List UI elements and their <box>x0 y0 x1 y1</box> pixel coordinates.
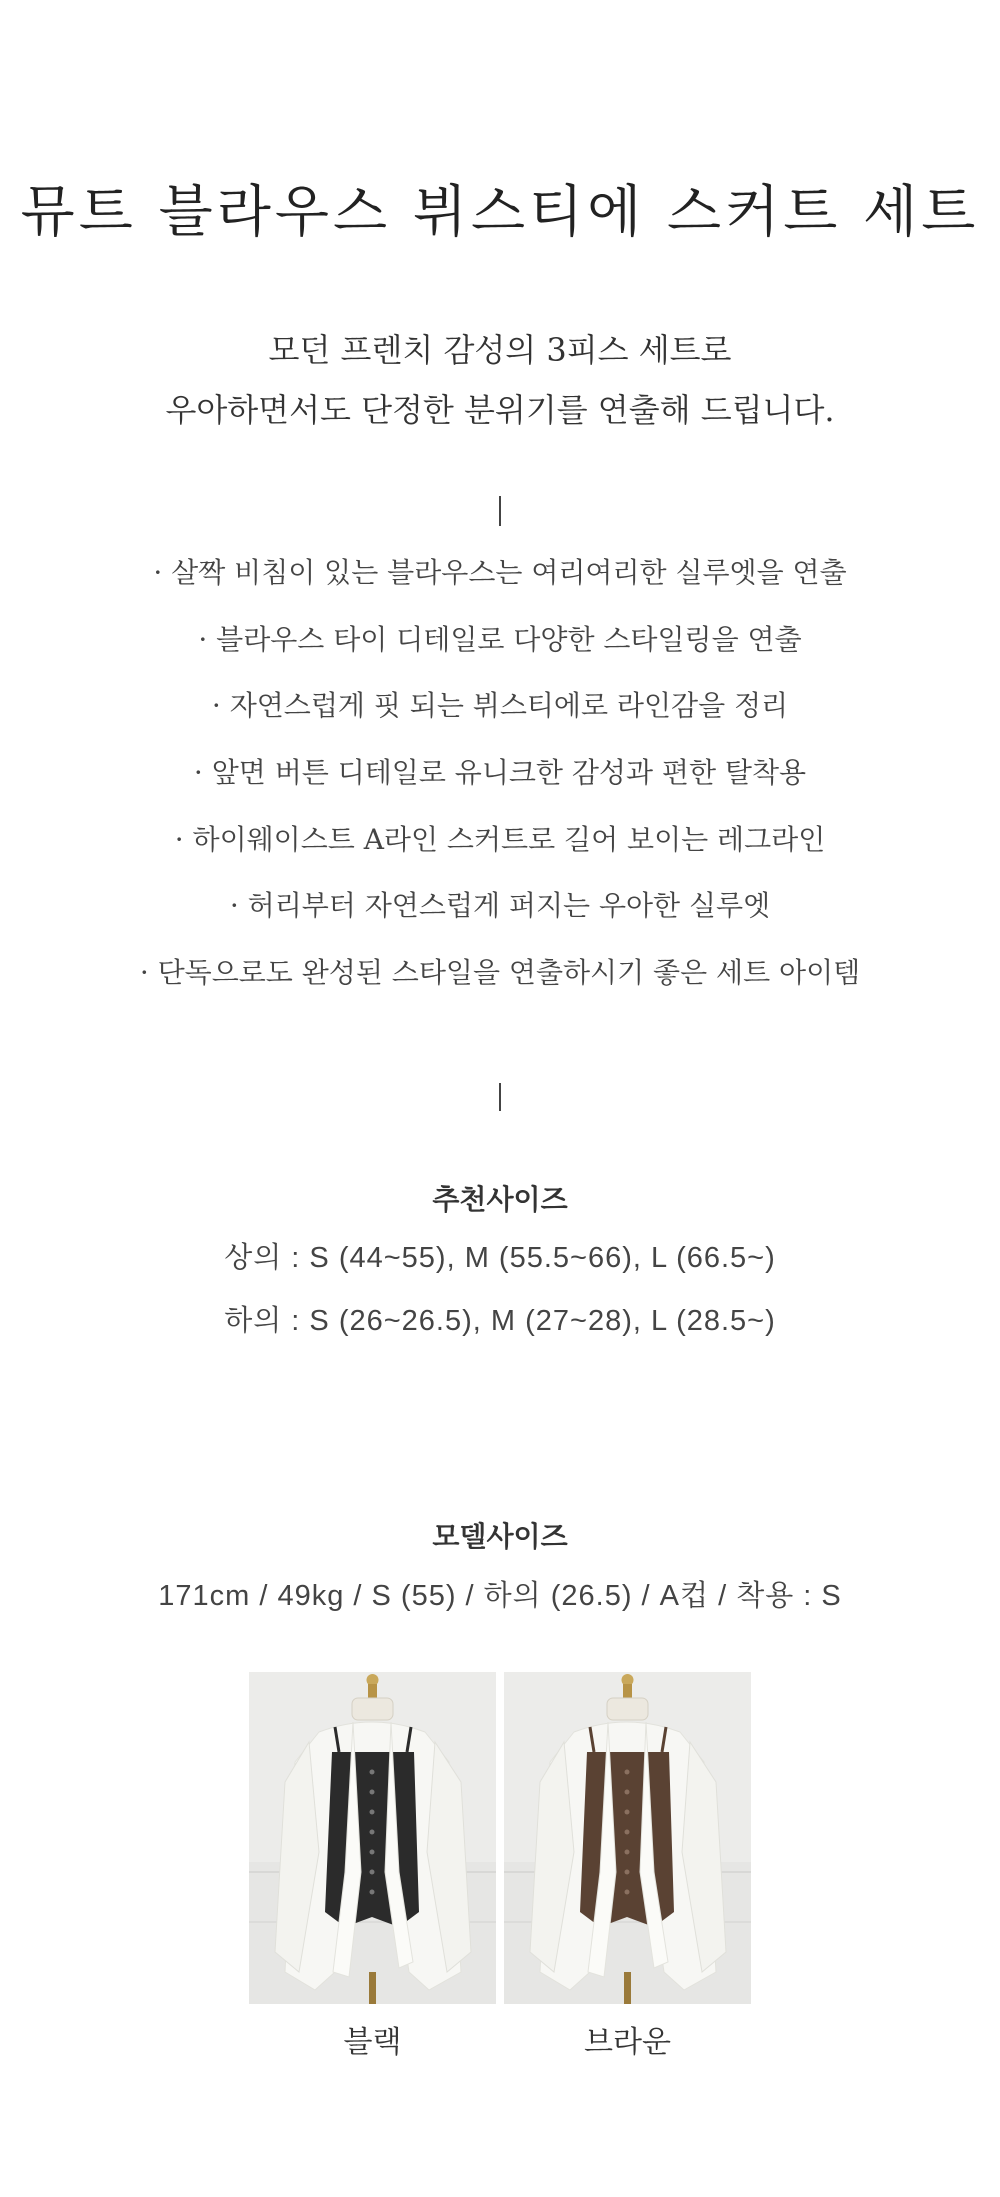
intro-text <box>0 320 1000 440</box>
recommended-size-top: 상의 : S (44~55), M (55.5~66), L (66.5~) <box>224 1242 776 1274</box>
feature-item: · 자연스럽게 핏 되는 뷔스티에로 라인감을 정리 <box>211 689 789 723</box>
product-photo-brown <box>504 1672 751 2004</box>
feature-item: · 살짝 비침이 있는 블라우스는 여리여리한 실루엣을 연출 <box>153 556 847 589</box>
product-photo-black <box>249 1672 496 2004</box>
bustier-shape <box>580 1752 674 1927</box>
feature-item: · 단독으로도 완성된 스타일을 연출하시기 좋은 세트 아이템 <box>139 956 861 990</box>
recommended-size-bottom: 하의 : S (26~26.5), M (27~28), L (28.5~) <box>224 1305 776 1337</box>
feature-item: · 앞면 버튼 디테일로 유니크한 감성과 편한 탈착용 <box>193 756 807 790</box>
feature-item: · 블라우스 타이 디테일로 다양한 스타일링을 연출 <box>198 622 802 656</box>
divider-line-2 <box>499 1083 501 1111</box>
feature-list <box>0 540 1000 1007</box>
page-title: 뮤트 블라우스 뷔스티에 스커트 세트 <box>20 180 980 245</box>
color-label-brown: 브라운 <box>584 2026 671 2059</box>
model-size-info: 171cm / 49kg / S (55) / 하의 (26.5) / A컵 / 착용 : S <box>158 1580 842 1612</box>
recommended-size-title: 추천사이즈 <box>432 1184 568 1215</box>
color-label-black: 블랙 <box>343 2026 402 2059</box>
intro-line-2: 우아하면서도 단정한 분위기를 연출해 드립니다. <box>165 391 835 429</box>
bustier-shape <box>325 1752 419 1927</box>
feature-item: · 하이웨이스트 A라인 스커트로 길어 보이는 레그라인 <box>174 822 826 856</box>
intro-line-1: 모던 프렌치 감성의 3피스 세트로 <box>268 331 732 369</box>
divider-line-1 <box>499 496 501 526</box>
feature-item: · 허리부터 자연스럽게 퍼지는 우아한 실루엣 <box>229 889 771 923</box>
model-size-title: 모델사이즈 <box>432 1521 568 1552</box>
